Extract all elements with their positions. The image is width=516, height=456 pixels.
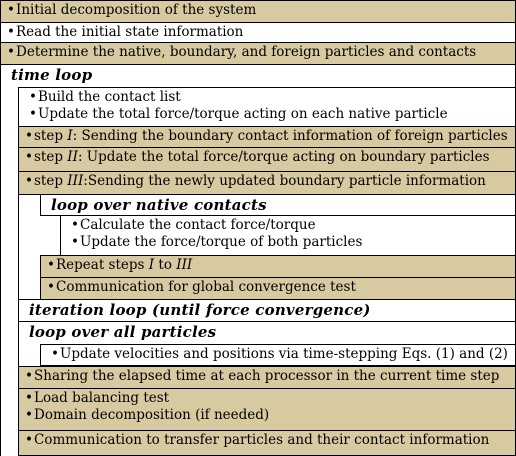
all-particles-loop — [18, 321, 516, 367]
step-convergence-communication: •Communication for global convergence test — [40, 277, 516, 300]
all-particles-loop-title: loop over all particles — [18, 321, 516, 344]
native-contacts-body: •Calculate the contact force/torque •Update the force/torque of both particles — [60, 215, 516, 256]
step-2-update-boundary: •step II: Update the total force/torque acting on boundary particles — [18, 147, 516, 172]
native-contacts-loop-title: loop over native contacts — [40, 194, 516, 216]
step-share-time: •Sharing the elapsed time at each processor in the current time step — [18, 366, 516, 389]
step-build-contacts: •Build the contact list •Update the total force/torque acting on each native particle — [18, 87, 516, 127]
bullet: • — [71, 234, 79, 250]
bullet: • — [7, 24, 15, 40]
step-repeat: •Repeat steps I to III — [40, 255, 516, 278]
bullet: • — [25, 390, 33, 406]
bullet: • — [47, 279, 55, 295]
bullet: • — [25, 128, 33, 144]
step-1-send-boundary: •step I: Sending the boundary contact information of foreign particles — [18, 126, 516, 148]
bullet: • — [25, 149, 33, 165]
time-loop-title: time loop — [0, 64, 516, 87]
step-load-balancing: •Load balancing test •Domain decomposition (if needed) — [18, 388, 516, 431]
bullet: • — [25, 407, 33, 423]
step-transfer-particles: •Communication to transfer particles and their contact information — [18, 430, 516, 456]
iteration-loop-title: iteration loop (until force convergence) — [18, 299, 516, 322]
bullet: • — [29, 89, 37, 105]
bullet: • — [51, 346, 59, 362]
bullet: • — [25, 368, 33, 384]
bullet: • — [29, 106, 37, 122]
step-3-send-updated: •step III:Sending the newly updated boundary particle information — [18, 171, 516, 195]
step-initial-decomposition: •Initial decomposition of the system — [0, 0, 516, 23]
bullet: • — [25, 173, 33, 189]
step-determine-particles: •Determine the native, boundary, and foreign particles and contacts — [0, 42, 516, 65]
step-update-velocities: •Update velocities and positions via time-stepping Eqs. (1) and (2) — [40, 344, 516, 366]
step-read-state: •Read the initial state information — [0, 22, 516, 43]
bullet: • — [47, 257, 55, 273]
bullet: • — [71, 217, 79, 233]
bullet: • — [7, 2, 15, 18]
bullet: • — [7, 44, 15, 60]
bullet: • — [25, 432, 33, 448]
